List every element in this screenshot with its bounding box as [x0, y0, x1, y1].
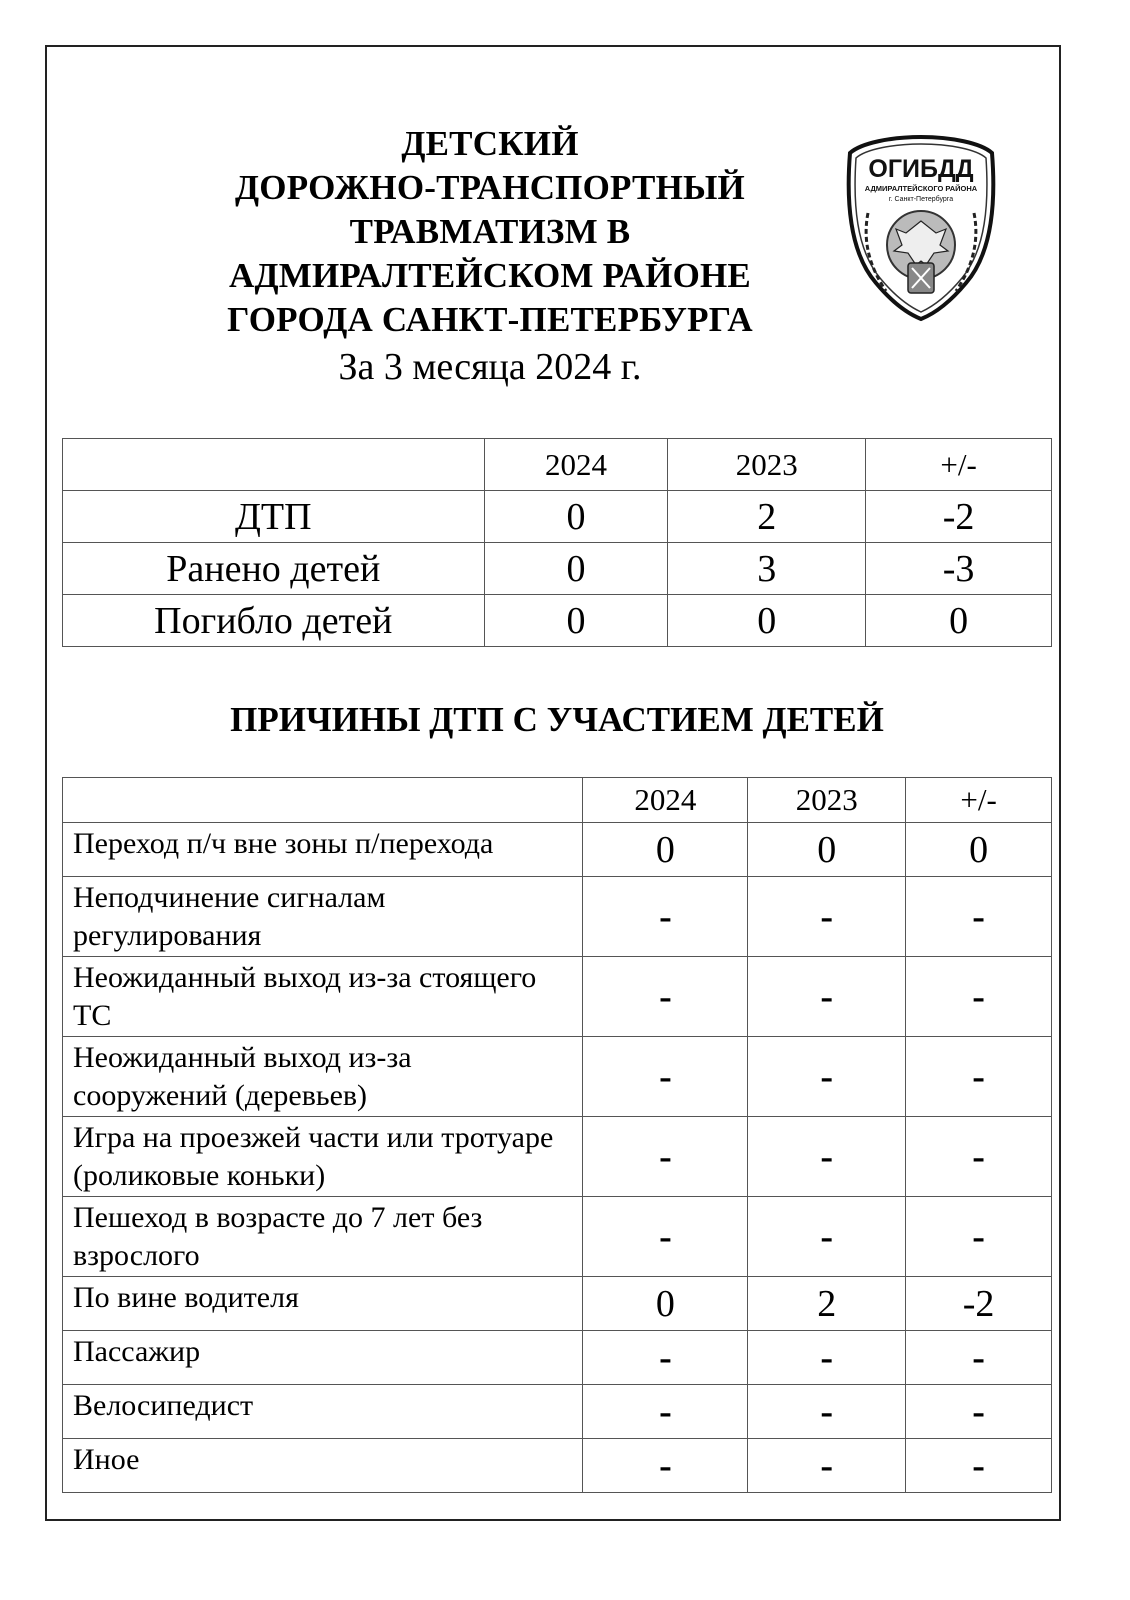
value-diff: -3 [866, 543, 1052, 595]
table-row [63, 877, 1052, 957]
row-label: Игра на проезжей части или тротуаре (роликовые коньки) [63, 1117, 583, 1197]
value-2023: 0 [748, 823, 906, 877]
row-label: Ранено детей [63, 543, 485, 595]
value-diff: - [906, 1117, 1052, 1197]
value-2023: - [748, 1331, 906, 1385]
table-row [63, 1037, 1052, 1117]
value-2024: - [583, 1439, 748, 1493]
value-diff: 0 [866, 595, 1052, 647]
table-row [63, 1117, 1052, 1197]
causes-table [62, 777, 1052, 1493]
table-row [63, 1439, 1052, 1493]
value-2024: - [583, 1331, 748, 1385]
section-title: ПРИЧИНЫ ДТП С УЧАСТИЕМ ДЕТЕЙ [230, 700, 884, 739]
title-line: ГОРОДА САНКТ-ПЕТЕРБУРГА [227, 300, 753, 339]
table-header-row [63, 778, 1052, 823]
value-2023: 3 [668, 543, 866, 595]
emblem-line1: АДМИРАЛТЕЙСКОГО РАЙОНА [864, 184, 978, 193]
title-line: ТРАВМАТИЗМ В [349, 212, 631, 251]
value-2023: 2 [668, 491, 866, 543]
value-2024: 0 [484, 491, 668, 543]
emblem-line2: г. Санкт-Петербурга [888, 196, 954, 203]
value-2023: - [748, 1385, 906, 1439]
row-label: Неподчинение сигналам регулирования [63, 877, 583, 957]
row-label: Пешеход в возрасте до 7 лет без взрослого [63, 1197, 583, 1277]
row-label: Погибло детей [63, 595, 485, 647]
value-diff: -2 [906, 1277, 1052, 1331]
row-label: Неожиданный выход из-за сооружений (деревьев) [63, 1037, 583, 1117]
table-row [63, 1277, 1052, 1331]
value-diff: - [906, 1197, 1052, 1277]
summary-table [62, 438, 1052, 647]
row-label: Велосипедист [63, 1385, 583, 1439]
emblem-title: ОГИБДД [868, 155, 974, 183]
title-line: АДМИРАЛТЕЙСКОМ РАЙОНЕ [229, 256, 751, 295]
value-diff: - [906, 1037, 1052, 1117]
value-2023: - [748, 1117, 906, 1197]
row-label: Неожиданный выход из-за стоящего ТС [63, 957, 583, 1037]
value-diff: - [906, 1439, 1052, 1493]
value-2023: - [748, 957, 906, 1037]
value-diff: - [906, 957, 1052, 1037]
table-row [63, 1197, 1052, 1277]
value-2023: - [748, 1037, 906, 1117]
table-row [63, 957, 1052, 1037]
value-diff: - [906, 1385, 1052, 1439]
header-cell: +/- [906, 778, 1052, 823]
value-2023: 2 [748, 1277, 906, 1331]
value-diff: - [906, 1331, 1052, 1385]
value-2024: 0 [484, 543, 668, 595]
value-diff: -2 [866, 491, 1052, 543]
header-cell [63, 778, 583, 823]
table-row [63, 491, 1052, 543]
report-period: За 3 месяца 2024 г. [338, 346, 642, 388]
value-diff: 0 [906, 823, 1052, 877]
value-2024: - [583, 957, 748, 1037]
value-2023: - [748, 1197, 906, 1277]
header-cell: 2023 [668, 439, 866, 491]
value-2024: 0 [583, 823, 748, 877]
header-cell: 2024 [484, 439, 668, 491]
table-row [63, 543, 1052, 595]
table-row [63, 595, 1052, 647]
title-line: ДОРОЖНО-ТРАНСПОРТНЫЙ [235, 168, 745, 207]
value-2024: - [583, 1385, 748, 1439]
title-line: ДЕТСКИЙ [401, 124, 579, 163]
header-cell [63, 439, 485, 491]
value-2024: 0 [484, 595, 668, 647]
value-2023: 0 [668, 595, 866, 647]
value-2023: - [748, 877, 906, 957]
value-2024: - [583, 877, 748, 957]
header-cell: 2023 [748, 778, 906, 823]
table-row [63, 1331, 1052, 1385]
row-label: Переход п/ч вне зоны п/перехода [63, 823, 583, 877]
table-header-row [63, 439, 1052, 491]
row-label: Пассажир [63, 1331, 583, 1385]
table-row [63, 823, 1052, 877]
value-2023: - [748, 1439, 906, 1493]
table-row [63, 1385, 1052, 1439]
value-2024: - [583, 1197, 748, 1277]
value-diff: - [906, 877, 1052, 957]
row-label: По вине водителя [63, 1277, 583, 1331]
row-label: ДТП [63, 491, 485, 543]
value-2024: - [583, 1037, 748, 1117]
value-2024: - [583, 1117, 748, 1197]
header-cell: 2024 [583, 778, 748, 823]
row-label: Иное [63, 1439, 583, 1493]
document-title [170, 122, 810, 392]
header-cell: +/- [866, 439, 1052, 491]
value-2024: 0 [583, 1277, 748, 1331]
ogibdd-badge-icon [846, 133, 996, 323]
